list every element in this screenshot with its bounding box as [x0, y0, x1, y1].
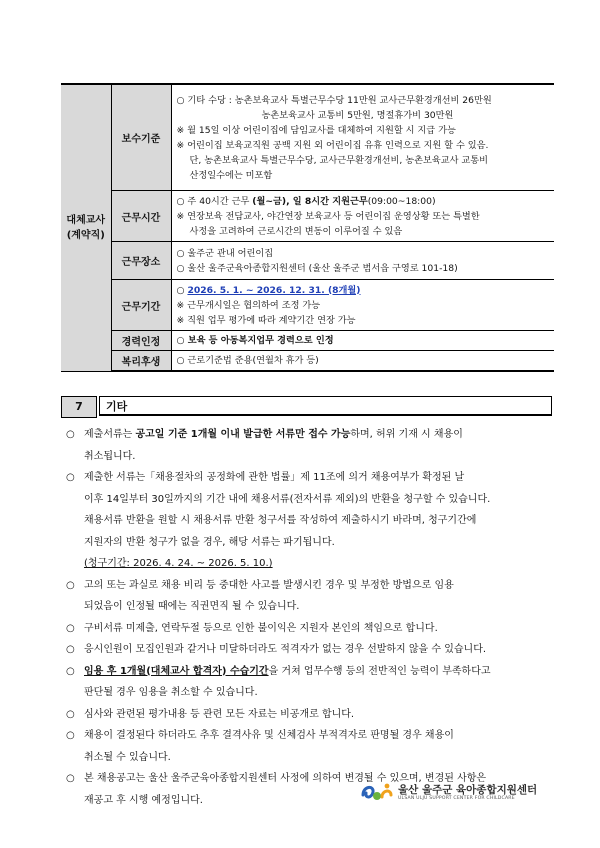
content-place [171, 242, 554, 280]
pay-line2: 농촌보육교사 교통비 5만원, 명절휴가비 30만원 [261, 109, 454, 121]
content-hours [171, 191, 554, 242]
group-label-line2: (계약직) [66, 229, 105, 241]
notes-list [66, 424, 556, 811]
pay-line1: ○ 기타 수당 : 농촌보육교사 특별근무수당 11만원 교사근무환경개선비 26만원 [176, 94, 492, 106]
note2-line2: 이후 14일부터 30일까지의 기간 내에 채용서류(전자서류 제외)의 반환을 청구할 수 있습니다. [84, 493, 491, 505]
hours-line1-a: ○ 주 40시간 근무 [176, 195, 253, 207]
row-hours [61, 191, 554, 242]
note2-line3: 채용서류 반환을 원할 시 채용서류 반환 청구서를 작성하여 제출하시기 바라며, 청구기간에 [84, 515, 477, 526]
bullet-circle: ○ [66, 730, 75, 741]
bullet-circle: ○ [66, 665, 75, 677]
center-logo [360, 781, 550, 805]
period-dates: 2026. 5. 1. ~ 2026. 12. 31. (8개월) [187, 284, 361, 296]
bullet-circle: ○ [66, 644, 75, 655]
pay-line5: 단, 농촌보육교사 특별근무수당, 교사근무환경개선비, 농촌보육교사 교통비 [189, 154, 488, 166]
note6-line2: 판단될 경우 임용을 취소할 수 있습니다. [84, 687, 258, 698]
note5-line1: 응시인원이 모집인원과 같거나 미달하더라도 적격자가 없는 경우 선발하지 않을 수 있습니다. [84, 644, 487, 655]
bullet-circle: ○ [66, 429, 75, 440]
period-line1-a: ○ [176, 284, 188, 296]
note9-line1: 본 채용공고는 울산 울주군육아종합지원센터 사정에 의하여 변경될 수 있으며, 변경된 사항은 [84, 773, 487, 784]
note2-line4: 지원자의 반환 청구가 없을 경우, 해당 서류는 파기됩니다. [84, 536, 335, 548]
content-pay [171, 84, 554, 191]
section-title: 기타 [99, 396, 552, 416]
bullet-circle: ○ [66, 622, 75, 634]
note1-text-c: 하며, 허위 기재 시 채용이 [350, 429, 463, 440]
label-pay: 보수기준 [111, 84, 171, 191]
hours-line3: 사정을 고려하여 근로시간의 변동이 이루어질 수 있음 [189, 225, 403, 237]
note-item [66, 639, 556, 661]
section-number: 7 [61, 396, 97, 418]
row-period [61, 280, 554, 331]
note-item [66, 467, 556, 575]
note-item [66, 575, 556, 618]
pay-line4: ※ 어린이집 보육교직원 공백 지원 외 어린이집 유휴 인력으로 지원 할 수 있음. [176, 139, 489, 151]
note1-text-a: 제출서류는 [84, 429, 136, 440]
note3-line2: 되었음이 인정될 때에는 직권면직 될 수 있습니다. [84, 601, 300, 612]
note8-line2: 취소될 수 있습니다. [84, 751, 171, 763]
pay-line6: 산정일수에는 미포함 [189, 169, 273, 181]
hours-line1 [177, 194, 551, 209]
note1-line1 [84, 424, 556, 446]
label-place: 근무장소 [111, 242, 171, 280]
section-header [61, 396, 554, 418]
content-welfare: ○ 근로기준법 준용(연월차 휴가 등) [171, 351, 554, 372]
hours-line1-c: (09:00~18:00) [367, 195, 436, 207]
group-label-cell [61, 84, 111, 371]
center-logo-mark-icon [360, 781, 394, 803]
period-line3: ※ 직원 업무 평가에 따라 계약기간 연장 가능 [176, 314, 356, 326]
note7-line1: 심사와 관련된 평가내용 등 관련 모든 자료는 비공개로 합니다. [84, 708, 355, 720]
note8-line1: 채용이 결정된다 하더라도 추후 결격사유 및 신체검사 부적격자로 판명될 경우 채용이 [84, 730, 454, 741]
group-label-line1: 대체교사 [66, 214, 106, 226]
content-career: ○ 보육 등 아동복지업무 경력으로 인정 [171, 331, 554, 351]
row-place [61, 242, 554, 280]
note-item [66, 725, 556, 768]
bullet-circle: ○ [66, 579, 75, 591]
label-welfare: 복리후생 [111, 351, 171, 372]
center-name-korean: 울산 울주군 육아종합지원센터 [398, 784, 538, 796]
place-line1: ○ 울주군 관내 어린이집 [176, 247, 274, 259]
bullet-circle: ○ [66, 472, 75, 483]
place-line2: ○ 울산 울주군육아종합지원센터 (울산 울주군 범서읍 구영로 101-18) [176, 262, 458, 274]
note-item [66, 704, 556, 726]
note-item [66, 661, 556, 704]
bullet-circle: ○ [66, 708, 75, 720]
row-welfare [61, 351, 554, 372]
note4-line1: 구비서류 미제출, 연락두절 등으로 인한 불이익은 지원자 본인의 책임으로 합니다. [84, 622, 438, 634]
hours-line2: ※ 연장보육 전담교사, 야간연장 보육교사 등 어린이집 운영상황 또는 특별한 [176, 210, 480, 222]
note9-line2: 재공고 후 시행 예정입니다. [84, 794, 203, 806]
employment-conditions-table [61, 83, 554, 372]
center-name-english: ULSAN ULJU SUPPORT CENTER FOR CHILDCARE [398, 796, 515, 801]
note-item [66, 618, 556, 640]
bullet-circle: ○ [66, 773, 75, 784]
label-career: 경력인정 [111, 331, 171, 351]
note6-text-b: 을 거쳐 업무수행 등의 전반적인 능력이 부족하다고 [268, 665, 491, 677]
note2-request-period: (청구기간: 2026. 4. 24. ~ 2026. 5. 10.) [84, 558, 273, 569]
hours-line1-b: (월~금), 일 8시간 지원근무 [252, 195, 368, 207]
note-item [66, 424, 556, 467]
row-career [61, 331, 554, 351]
note1-text-bold: 공고일 기준 1개월 이내 발급한 서류만 접수 가능 [135, 429, 351, 440]
period-line1 [177, 283, 551, 298]
note3-line1: 고의 또는 과실로 채용 비리 등 중대한 사고를 발생시킨 경우 및 부정한 방법으로 임용 [84, 579, 454, 591]
row-pay [61, 84, 554, 191]
label-period: 근무기간 [111, 280, 171, 331]
note2-line1: 제출한 서류는「채용절차의 공정화에 관한 법률」제 11조에 의거 채용여부가 확정된 날 [84, 472, 465, 483]
note6-text-bold: 임용 후 1개월(대체교사 합격자) 수습기간 [84, 665, 269, 677]
label-hours: 근무시간 [111, 191, 171, 242]
pay-line3: ※ 월 15일 이상 어린이집에 담임교사를 대체하여 지원할 시 지급 가능 [176, 124, 456, 136]
period-line2: ※ 근무개시일은 협의하여 조정 가능 [176, 299, 321, 311]
note1-line2: 취소됩니다. [84, 450, 136, 462]
content-period [171, 280, 554, 331]
note6-line1 [84, 661, 556, 683]
